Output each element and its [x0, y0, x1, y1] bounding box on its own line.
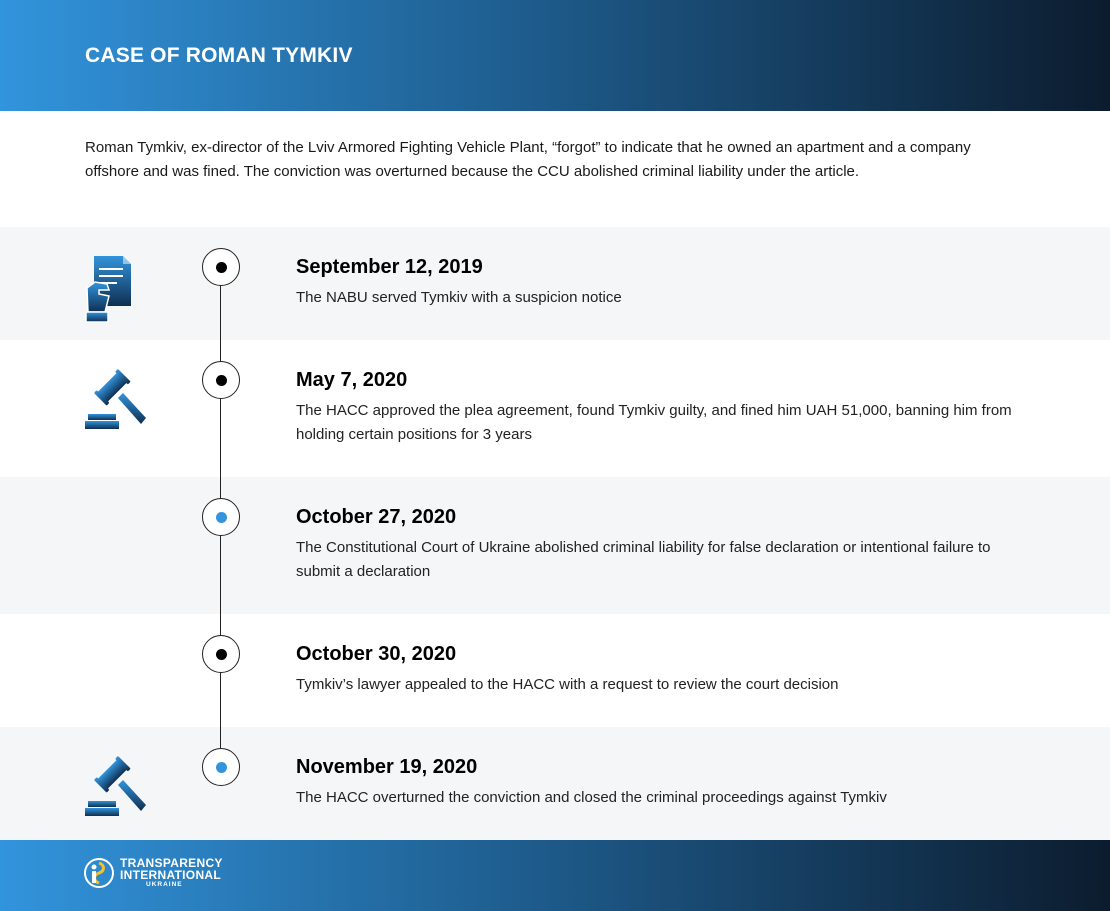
transparency-international-logo: [83, 857, 223, 889]
event-text-4: Tymkiv’s lawyer appealed to the HACC with a request to review the court decision: [296, 676, 839, 693]
event-date-5: November 19, 2020: [296, 756, 478, 778]
event-text-3: The Constitutional Court of Ukraine abolished criminal liability for false declaration or intentional failure to submit a declaration: [296, 539, 991, 580]
event-date-4: October 30, 2020: [296, 643, 457, 665]
event-text-5: The HACC overturned the conviction and closed the criminal proceedings against Tymkiv: [296, 789, 887, 806]
event-text-2: The HACC approved the plea agreement, found Tymkiv guilty, and fined him UAH 51,000, banning him from holding certain positions for 3 years: [296, 402, 1012, 443]
timeline-row-1-background: [0, 227, 1110, 340]
gavel-icon: [85, 368, 147, 430]
hand-document-icon: [85, 254, 133, 324]
gavel-icon: [85, 755, 147, 817]
logo-text-line-1: TRANSPARENCY: [120, 856, 223, 871]
page-title: CASE OF ROMAN TYMKIV: [85, 44, 353, 67]
header-banner: [0, 0, 1110, 111]
timeline-row-5-background: [0, 727, 1110, 840]
timeline-dot-2: [202, 361, 240, 399]
event-date-1: September 12, 2019: [296, 256, 483, 278]
timeline-dot-4: [202, 635, 240, 673]
event-date-2: May 7, 2020: [296, 369, 408, 391]
timeline-row-4-background: [0, 614, 1110, 727]
timeline-dot-1: [202, 248, 240, 286]
event-text-1: The NABU served Tymkiv with a suspicion notice: [296, 289, 622, 306]
timeline-dot-3: [202, 498, 240, 536]
intro-paragraph: Roman Tymkiv, ex-director of the Lviv Armored Fighting Vehicle Plant, “forgot” to indicate that he owned an apartment and a company offshore and was fined. The conviction was overturned because the CCU abolished criminal liability under the article.: [85, 139, 971, 180]
logo-text-line-3: UKRAINE: [146, 881, 183, 889]
logo-emblem-icon: [83, 857, 115, 889]
timeline-dot-5: [202, 748, 240, 786]
logo-text-line-2: INTERNATIONAL: [120, 868, 222, 883]
event-date-3: October 27, 2020: [296, 506, 457, 528]
